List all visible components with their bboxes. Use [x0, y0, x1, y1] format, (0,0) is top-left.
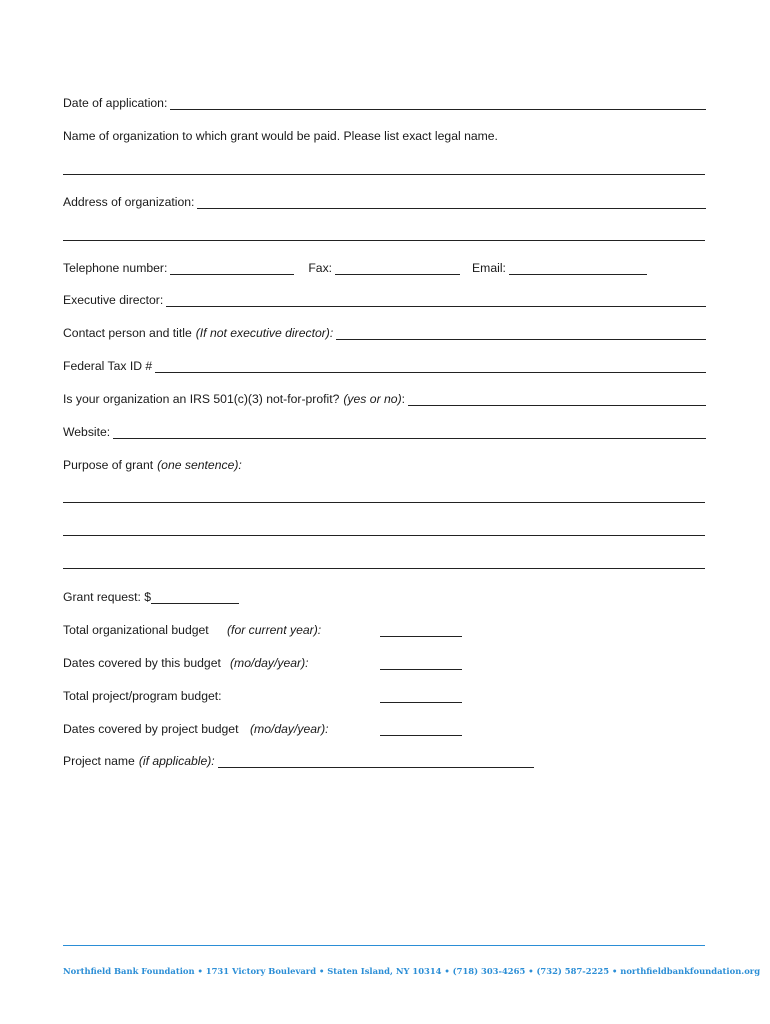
project-name-note: (if applicable):	[138, 754, 215, 768]
website-row	[63, 423, 706, 439]
fax-label: Fax:	[308, 261, 333, 275]
website-field[interactable]	[113, 426, 706, 439]
grant-request-label: Grant request: $	[63, 590, 152, 604]
purpose-label: Purpose of grant	[63, 458, 154, 472]
project-budget-row	[63, 687, 706, 703]
dates-project-label: Dates covered by project budget	[63, 722, 239, 736]
project-name-label: Project name	[63, 754, 135, 768]
org-name-field[interactable]	[63, 174, 705, 175]
date-of-application-row	[63, 94, 706, 110]
purpose-row	[63, 456, 706, 472]
contact-person-label: Contact person and title	[63, 326, 192, 340]
org-budget-field[interactable]	[380, 624, 462, 637]
org-budget-label: Total organizational budget	[63, 623, 209, 637]
telephone-field[interactable]	[170, 262, 294, 275]
dates-project-note: (mo/day/year):	[250, 722, 329, 736]
org-budget-row	[63, 621, 706, 637]
org-name-prompt: Name of organization to which grant would be paid. Please list exact legal name.	[63, 129, 498, 143]
date-of-application-label: Date of application:	[63, 96, 168, 110]
purpose-field-1[interactable]	[63, 502, 705, 503]
purpose-note: (one sentence):	[157, 458, 242, 472]
executive-director-field[interactable]	[166, 294, 706, 307]
dates-budget-label: Dates covered by this budget	[63, 656, 221, 670]
irs-status-field[interactable]	[408, 393, 706, 406]
contact-numbers-row	[63, 259, 706, 275]
dates-budget-field[interactable]	[380, 657, 462, 670]
org-name-prompt-row	[63, 127, 706, 143]
dates-budget-note: (mo/day/year):	[230, 656, 309, 670]
irs-status-label: Is your organization an IRS 501(c)(3) not-for-profit?	[63, 392, 340, 406]
irs-status-row	[63, 390, 706, 406]
grant-request-row	[63, 588, 706, 604]
project-budget-field[interactable]	[380, 690, 462, 703]
executive-director-row	[63, 291, 706, 307]
tax-id-label: Federal Tax ID #	[63, 359, 153, 373]
tax-id-row	[63, 357, 706, 373]
contact-person-row	[63, 324, 706, 340]
dates-budget-row	[63, 654, 706, 670]
fax-field[interactable]	[335, 262, 460, 275]
email-field[interactable]	[509, 262, 647, 275]
irs-status-note: (yes or no)	[343, 392, 402, 406]
contact-person-note: (If not executive director):	[195, 326, 334, 340]
website-label: Website:	[63, 425, 111, 439]
dates-project-field[interactable]	[380, 723, 462, 736]
contact-person-field[interactable]	[336, 327, 706, 340]
grant-request-field[interactable]	[151, 591, 239, 604]
tax-id-field[interactable]	[155, 360, 706, 373]
project-name-field[interactable]	[218, 755, 534, 768]
telephone-label: Telephone number:	[63, 261, 168, 275]
org-budget-note: (for current year):	[227, 623, 322, 637]
footer-divider	[63, 945, 705, 946]
address-row	[63, 193, 706, 209]
address-label: Address of organization:	[63, 195, 195, 209]
footer-contact-info: Northfield Bank Foundation • 1731 Victory Boulevard • Staten Island, NY 10314 • (718) 303-4265 • (732) 587-2225 • northfieldbankfoundation.org	[63, 966, 761, 976]
project-budget-label: Total project/program budget:	[63, 689, 222, 703]
email-label: Email:	[472, 261, 506, 275]
purpose-field-3[interactable]	[63, 568, 705, 569]
date-of-application-field[interactable]	[170, 97, 706, 110]
project-name-row	[63, 752, 706, 768]
address-field-2[interactable]	[63, 240, 705, 241]
executive-director-label: Executive director:	[63, 293, 164, 307]
dates-project-row	[63, 720, 706, 736]
address-field-1[interactable]	[197, 196, 706, 209]
irs-status-colon: :	[401, 392, 406, 406]
purpose-field-2[interactable]	[63, 535, 705, 536]
